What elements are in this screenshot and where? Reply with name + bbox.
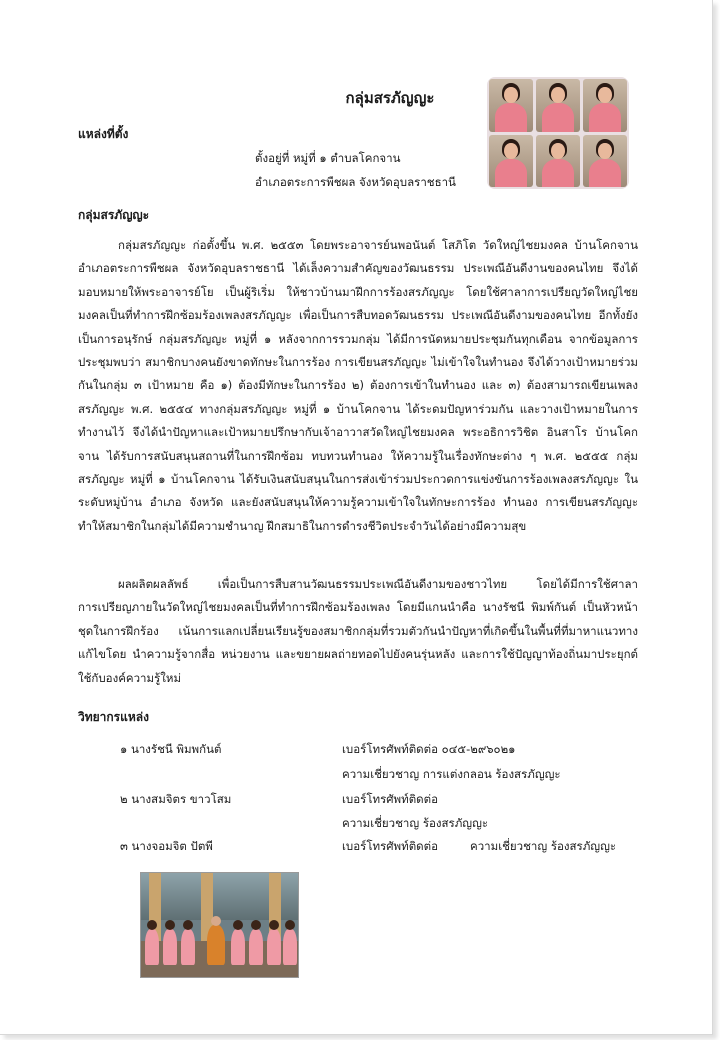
portrait-photo [489, 135, 533, 188]
group-heading: กลุ่มสรภัญญะ [78, 208, 150, 222]
page-title: กลุ่มสรภัญญะ [345, 89, 435, 107]
portrait-photo [489, 79, 533, 132]
location-heading: แหล่งที่ตั้ง [78, 127, 129, 141]
portrait-photo [536, 135, 580, 188]
history-paragraph-text: กลุ่มสรภัญญะ ก่อตั้งขึ้น พ.ศ. ๒๕๕๓ โดยพระอาจารย์นพอนันต์ โสภิโต วัดใหญ่ไชยมงคล บ้านโคกจาน อำเภอตระการพืชผล จังหวัดอุบลราชธานี ได้เล็งความสำคัญของวัฒนธรรม ประเพณีอันดีงานของคนไทย จึงได้มอบหมายให้พระอาจารย์โย เป็นผู้ริเริ่ม ให้ชาวบ้านมาฝึกการร้องสรภัญญะ โดยใช้ศาลาการเปรียญวัดใหญ่ไชยมงคลเป็นที่ทำการฝึกซ้อมร้องเพลงสรภัญญะ เพื่อเป็นการสืบทอดวัฒนธรรม ประเพณีอันดีงามของคนไทย อีกทั้งยังเป็นการอนุรักษ์ กลุ่มสรภัญญะ หมู่ที่ ๑ หลังจากการรวมกลุ่ม ได้มีการนัดหมายประชุมกันทุกเดือน จากข้อมูลการประชุมพบว่า สมาชิกบางคนยังขาดทักษะในการร้อง การเขียนสรภัญญะ ไม่เข้าใจในทำนอง จึงได้วางเป้าหมายร่วมกันในกลุ่ม ๓ เป้าหมาย คือ ๑) ต้องมีทักษะในการร้อง ๒) ต้องการเข้าในทำนอง และ ๓) ต้องสามารถเขียนเพลงสรภัญญะ พ.ศ. ๒๕๕๔ ทางกลุ่มสรภัญญะ หมู่ที่ ๑ บ้านโคกจาน ได้ระดมปัญหาร่วมกัน และวางเป้าหมายในการทำงานไว้ จึงได้นำปัญหาและเป้าหมายปรึกษากับเจ้าอาวาสวัดใหญ่ไชยมงคล พระอธิการวิชิต อินสาโร บ้านโคกจาน ได้รับการสนับสนุนสถานที่ในการฝึกซ้อม ทบทวนทำนอง ให้ความรู้ในเรื่องทักษะต่าง ๆ พ.ศ. ๒๕๕๕ กลุ่มสรภัญญะ หมู่ที่ ๑ บ้านโคกจาน ได้รับเงินสนับสนุนในการส่งเข้าร่วมประกวดการแข่งขันการร้องเพลงสรภัญญะ ในระดับหมู่บ้าน อำเภอ จังหวัด และยังสนับสนุนให้ความรู้ความเข้าใจในทักษะการร้อง ทำนอง การเขียนสรภัญญะ ทำให้สมาชิกในกลุ่มได้มีความชำนาญ ฝึกสมาธิในการดำรงชีวิตประจำวันได้อย่างมีความสุข [78, 238, 638, 533]
speaker-3-name: ๓ นางจอมจิต ปัตพี [120, 839, 213, 853]
speaker-3-phone: เบอร์โทรศัพท์ติดต่อ [342, 839, 439, 853]
portrait-photo [583, 79, 627, 132]
outcome-paragraph [78, 573, 638, 690]
location-line-2: อำเภอตระการพืชผล จังหวัดอุบลราชธานี [255, 175, 456, 189]
speaker-3-expertise: ความเชี่ยวชาญ ร้องสรภัญญะ [470, 839, 617, 853]
speaker-1-phone: เบอร์โทรศัพท์ติดต่อ ๐๔๕-๒๙๖๐๒๑ [342, 742, 516, 756]
portrait-photo [536, 79, 580, 132]
member-portraits-photo [487, 77, 629, 189]
speaker-2-phone: เบอร์โทรศัพท์ติดต่อ [342, 792, 439, 806]
history-paragraph [78, 234, 638, 538]
speaker-2-name: ๒ นางสมจิตร ขาวโสม [120, 792, 232, 806]
outcome-paragraph-text: ผลผลิตผลลัพธ์ เพื่อเป็นการสืบสานวัฒนธรรมประเพณีอันดีงามของชาวไทย โดยได้มีการใช้ศาลาการเปรียญภายในวัดใหญ่ไชยมงคลเป็นที่ทำการฝึกซ้อมร้องเพลง โดยมีแกนนำคือ นางรัชนี พิมพ์กันต์ เป็นหัวหน้าชุดในการฝึกร้อง เน้นการแลกเปลี่ยนเรียนรู้ของสมาชิกกลุ่มที่รวมตัวกันนำปัญหาที่เกิดขึ้นในพื้นที่ที่มาหาแนวทางแก้ไขโดย นำความรู้จากสื่อ หน่วยงาน และขยายผลถ่ายทอดไปยังคนรุ่นหลัง และการใช้ปัญญาท้องถิ่นมาประยุกต์ใช้กับองค์ความรู้ใหม่ [78, 577, 638, 685]
location-line-1: ตั้งอยู่ที่ หมู่ที่ ๑ ตำบลโคกจาน [255, 151, 401, 165]
speaker-1-name: ๑ นางรัชนี พิมพกันต์ [120, 742, 222, 756]
speaker-2-expertise: ความเชี่ยวชาญ ร้องสรภัญญะ [342, 816, 489, 830]
speaker-1-expertise: ความเชี่ยวชาญ การแต่งกลอน ร้องสรภัญญะ [342, 767, 561, 781]
speakers-heading: วิทยากรแหล่ง [78, 710, 149, 724]
group-photo [140, 872, 299, 978]
portrait-photo [583, 135, 627, 188]
